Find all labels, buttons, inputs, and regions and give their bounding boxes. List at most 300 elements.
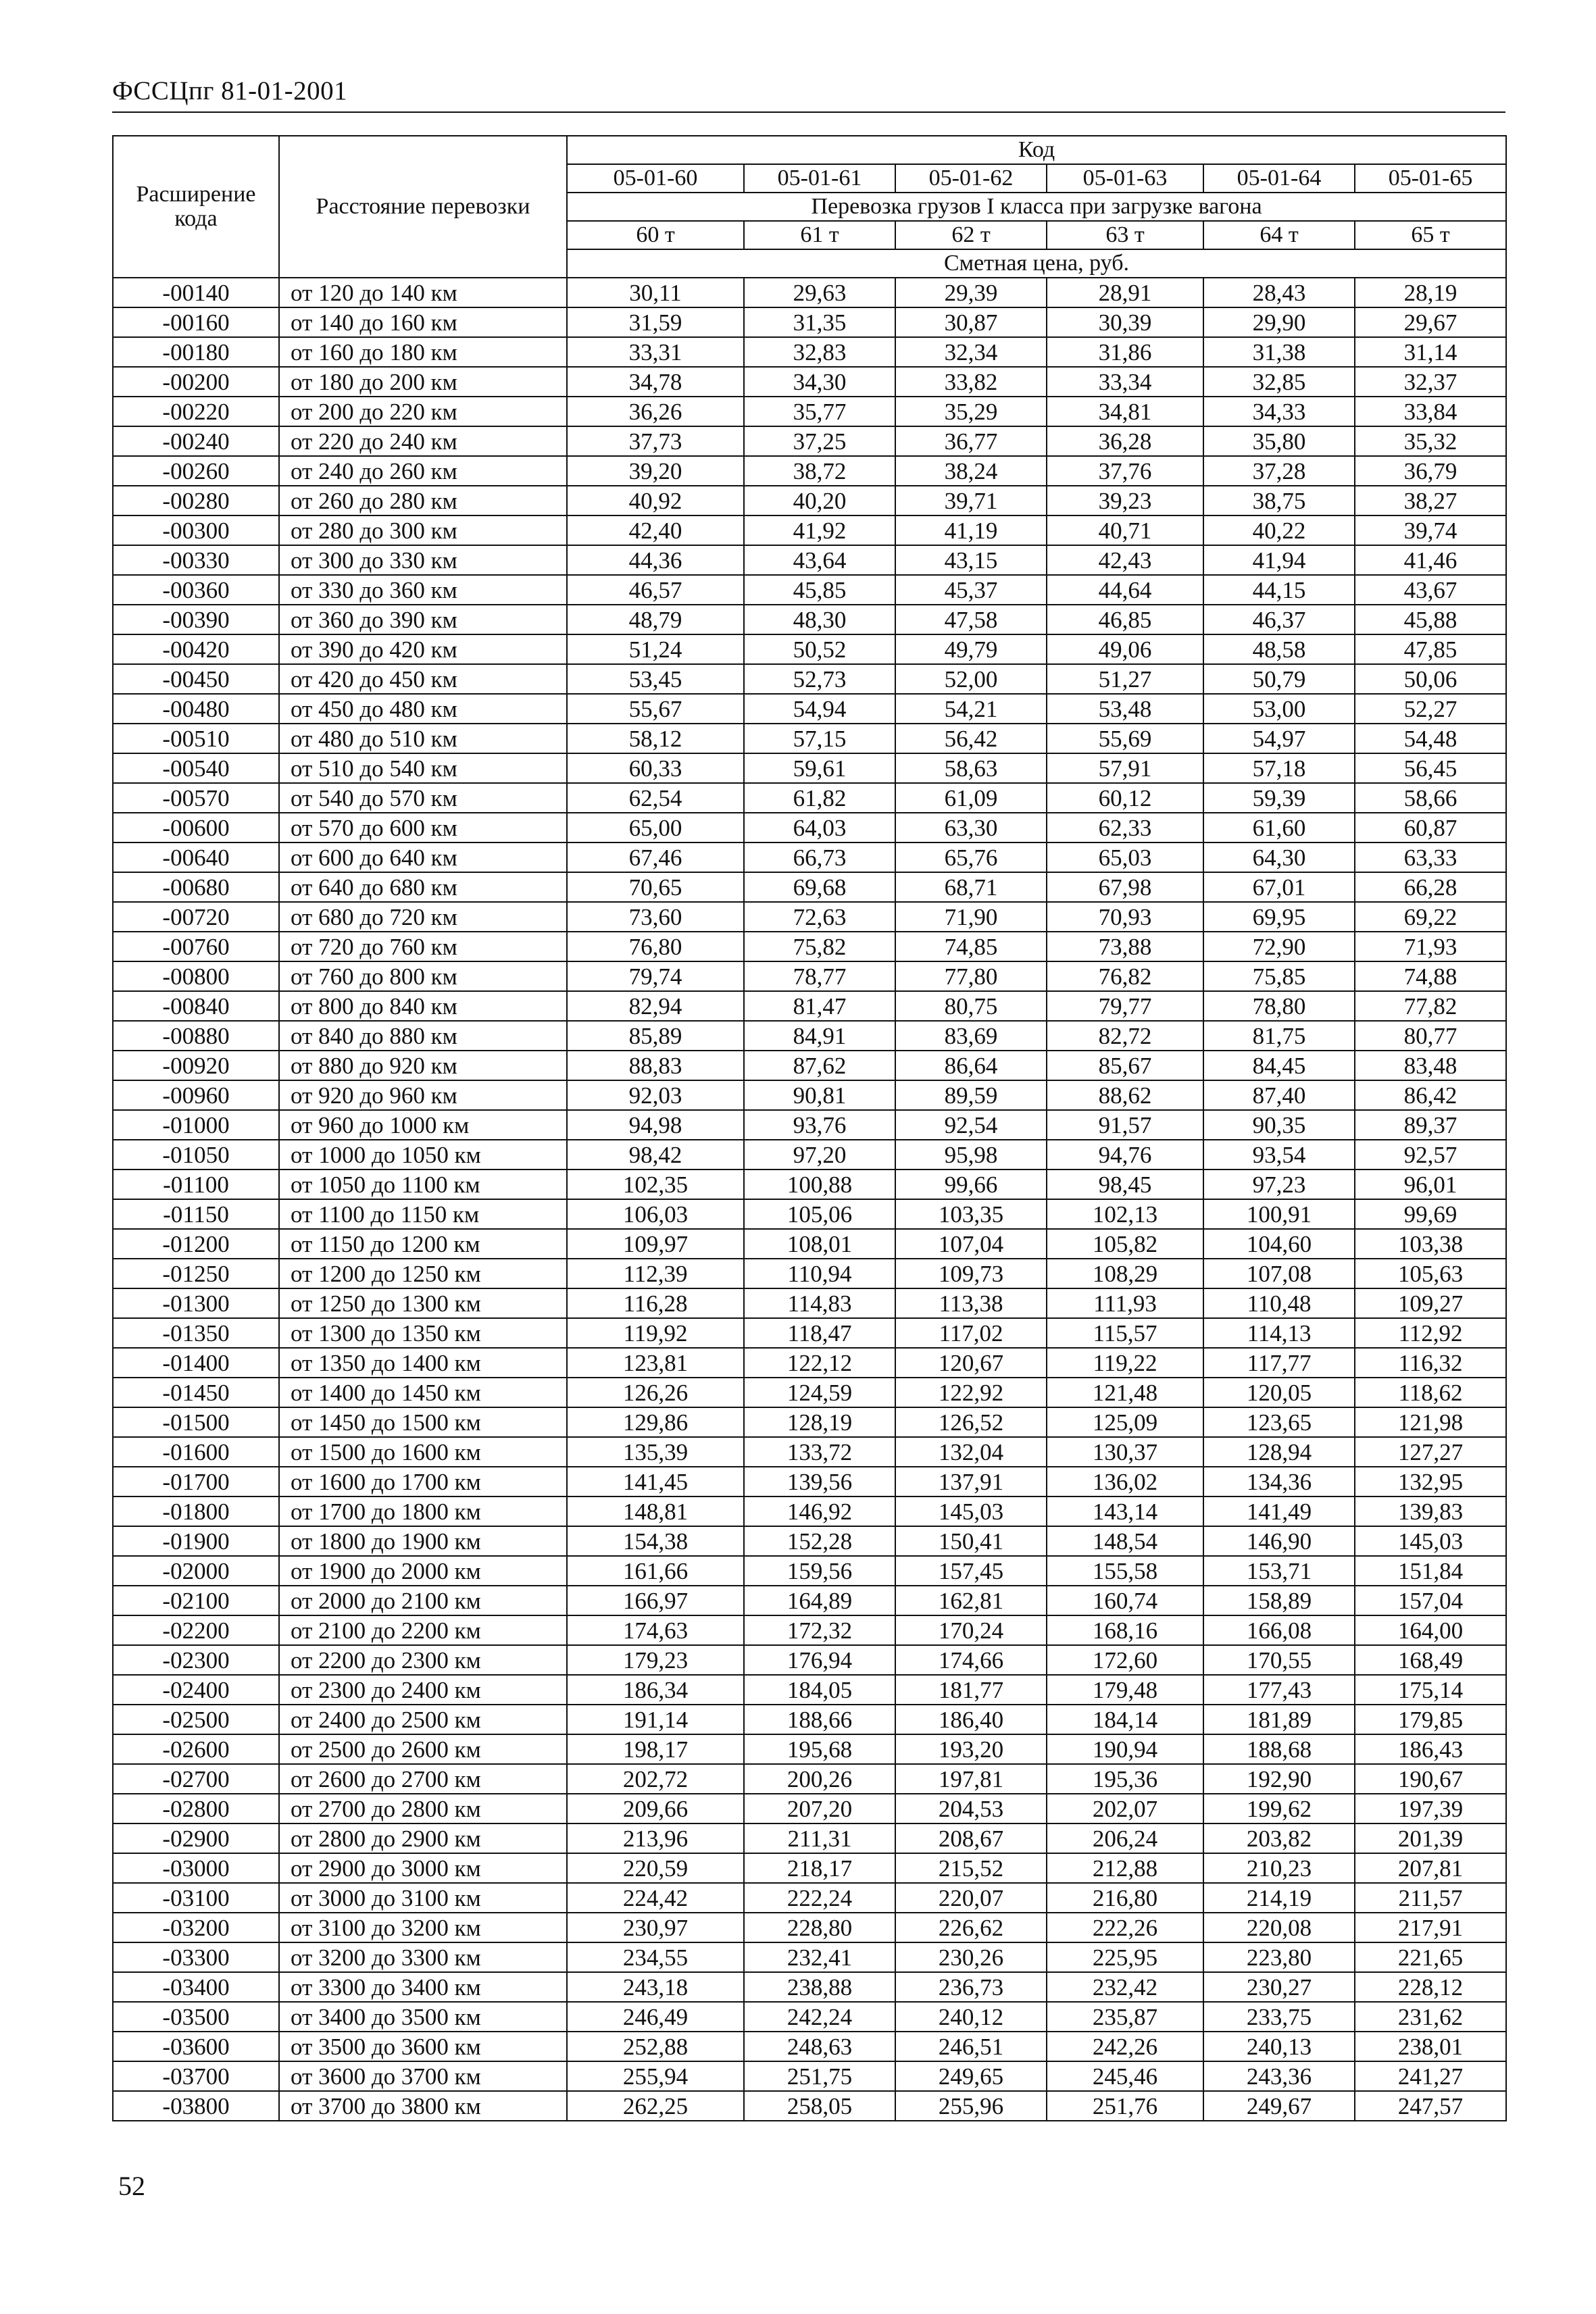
code-extension-cell: -03800 — [113, 2091, 279, 2121]
price-cell: 81,75 — [1203, 1021, 1355, 1051]
distance-cell: от 1500 до 1600 км — [279, 1437, 567, 1467]
price-cell: 35,29 — [895, 397, 1047, 426]
price-cell: 30,11 — [567, 278, 744, 307]
price-cell: 202,07 — [1047, 1794, 1203, 1823]
price-cell: 60,12 — [1047, 783, 1203, 813]
price-cell: 41,92 — [744, 515, 895, 545]
distance-cell: от 160 до 180 км — [279, 337, 567, 367]
distance-cell: от 800 до 840 км — [279, 991, 567, 1021]
price-cell: 82,94 — [567, 991, 744, 1021]
price-cell: 164,00 — [1355, 1615, 1506, 1645]
price-cell: 157,45 — [895, 1556, 1047, 1586]
header-distance-column: Расстояние перевозки — [279, 136, 567, 278]
price-cell: 246,49 — [567, 2002, 744, 2032]
price-cell: 143,14 — [1047, 1496, 1203, 1526]
price-cell: 108,01 — [744, 1229, 895, 1259]
distance-cell: от 2000 до 2100 км — [279, 1586, 567, 1615]
price-cell: 93,54 — [1203, 1140, 1355, 1169]
code-extension-cell: -02000 — [113, 1556, 279, 1586]
table-row — [113, 1229, 1506, 1259]
price-cell: 38,75 — [1203, 486, 1355, 515]
price-cell: 93,76 — [744, 1110, 895, 1140]
price-cell: 122,92 — [895, 1378, 1047, 1407]
price-cell: 228,12 — [1355, 1972, 1506, 2002]
price-cell: 123,81 — [567, 1348, 744, 1378]
price-cell: 232,41 — [744, 1942, 895, 1972]
price-cell: 231,62 — [1355, 2002, 1506, 2032]
price-cell: 145,03 — [1355, 1526, 1506, 1556]
code-extension-cell: -02200 — [113, 1615, 279, 1645]
price-cell: 97,23 — [1203, 1169, 1355, 1199]
table-row — [113, 902, 1506, 932]
price-cell: 230,26 — [895, 1942, 1047, 1972]
price-cell: 162,81 — [895, 1586, 1047, 1615]
table-row — [113, 1645, 1506, 1675]
code-extension-cell: -03700 — [113, 2061, 279, 2091]
price-cell: 207,20 — [744, 1794, 895, 1823]
price-cell: 76,80 — [567, 932, 744, 961]
header-code-cell: 05-01-64 — [1203, 164, 1355, 193]
price-cell: 105,06 — [744, 1199, 895, 1229]
price-cell: 89,59 — [895, 1080, 1047, 1110]
price-cell: 107,08 — [1203, 1259, 1355, 1288]
price-cell: 118,47 — [744, 1318, 895, 1348]
price-cell: 251,75 — [744, 2061, 895, 2091]
distance-cell: от 3400 до 3500 км — [279, 2002, 567, 2032]
price-cell: 50,79 — [1203, 664, 1355, 694]
price-cell: 130,37 — [1047, 1437, 1203, 1467]
price-cell: 111,93 — [1047, 1288, 1203, 1318]
price-cell: 28,43 — [1203, 278, 1355, 307]
price-cell: 184,05 — [744, 1675, 895, 1705]
header-load-cell: 60 т — [567, 221, 744, 249]
table-row — [113, 842, 1506, 872]
table-row — [113, 1437, 1506, 1467]
table-row — [113, 1080, 1506, 1110]
price-cell: 129,86 — [567, 1407, 744, 1437]
code-extension-cell: -01500 — [113, 1407, 279, 1437]
price-cell: 37,25 — [744, 426, 895, 456]
price-cell: 61,82 — [744, 783, 895, 813]
distance-cell: от 3300 до 3400 км — [279, 1972, 567, 2002]
price-cell: 222,24 — [744, 1883, 895, 1913]
price-cell: 95,98 — [895, 1140, 1047, 1169]
price-cell: 79,77 — [1047, 991, 1203, 1021]
table-row — [113, 397, 1506, 426]
price-cell: 48,58 — [1203, 634, 1355, 664]
price-cell: 54,48 — [1355, 724, 1506, 753]
price-cell: 92,03 — [567, 1080, 744, 1110]
code-extension-cell: -00180 — [113, 337, 279, 367]
distance-cell: от 1350 до 1400 км — [279, 1348, 567, 1378]
price-cell: 108,29 — [1047, 1259, 1203, 1288]
price-cell: 85,67 — [1047, 1051, 1203, 1080]
price-cell: 28,19 — [1355, 278, 1506, 307]
distance-cell: от 1300 до 1350 км — [279, 1318, 567, 1348]
price-cell: 197,81 — [895, 1764, 1047, 1794]
distance-cell: от 720 до 760 км — [279, 932, 567, 961]
price-cell: 255,94 — [567, 2061, 744, 2091]
price-cell: 37,73 — [567, 426, 744, 456]
price-cell: 54,21 — [895, 694, 1047, 724]
table-row — [113, 664, 1506, 694]
price-cell: 61,60 — [1203, 813, 1355, 842]
price-table-body — [113, 278, 1506, 2121]
price-cell: 46,57 — [567, 575, 744, 605]
price-cell: 164,89 — [744, 1586, 895, 1615]
price-cell: 37,28 — [1203, 456, 1355, 486]
distance-cell: от 2200 до 2300 км — [279, 1645, 567, 1675]
price-cell: 75,85 — [1203, 961, 1355, 991]
table-row — [113, 1140, 1506, 1169]
price-cell: 123,65 — [1203, 1407, 1355, 1437]
code-extension-cell: -00840 — [113, 991, 279, 1021]
distance-cell: от 2500 до 2600 км — [279, 1734, 567, 1764]
price-cell: 209,66 — [567, 1794, 744, 1823]
code-extension-cell: -00420 — [113, 634, 279, 664]
price-cell: 34,30 — [744, 367, 895, 397]
price-cell: 37,76 — [1047, 456, 1203, 486]
price-cell: 33,82 — [895, 367, 1047, 397]
price-cell: 217,91 — [1355, 1913, 1506, 1942]
price-cell: 176,94 — [744, 1645, 895, 1675]
distance-cell: от 2900 до 3000 км — [279, 1853, 567, 1883]
header-code-cell: 05-01-65 — [1355, 164, 1506, 193]
distance-cell: от 3700 до 3800 км — [279, 2091, 567, 2121]
header-load-cell: 65 т — [1355, 221, 1506, 249]
price-cell: 160,74 — [1047, 1586, 1203, 1615]
code-extension-cell: -03000 — [113, 1853, 279, 1883]
price-cell: 228,80 — [744, 1913, 895, 1942]
price-cell: 235,87 — [1047, 2002, 1203, 2032]
table-row — [113, 1526, 1506, 1556]
distance-cell: от 1000 до 1050 км — [279, 1140, 567, 1169]
price-cell: 195,36 — [1047, 1764, 1203, 1794]
price-cell: 121,48 — [1047, 1378, 1203, 1407]
price-cell: 207,81 — [1355, 1853, 1506, 1883]
distance-cell: от 280 до 300 км — [279, 515, 567, 545]
price-cell: 32,37 — [1355, 367, 1506, 397]
price-cell: 29,67 — [1355, 307, 1506, 337]
price-cell: 199,62 — [1203, 1794, 1355, 1823]
price-cell: 116,28 — [567, 1288, 744, 1318]
price-cell: 172,60 — [1047, 1645, 1203, 1675]
price-cell: 50,06 — [1355, 664, 1506, 694]
table-row — [113, 426, 1506, 456]
price-cell: 40,71 — [1047, 515, 1203, 545]
distance-cell: от 120 до 140 км — [279, 278, 567, 307]
price-cell: 99,66 — [895, 1169, 1047, 1199]
table-row — [113, 367, 1506, 397]
price-cell: 85,89 — [567, 1021, 744, 1051]
price-cell: 31,59 — [567, 307, 744, 337]
table-row — [113, 813, 1506, 842]
table-row — [113, 1496, 1506, 1526]
table-row — [113, 515, 1506, 545]
distance-cell: от 960 до 1000 км — [279, 1110, 567, 1140]
header-code-group: Код — [567, 136, 1506, 164]
price-cell: 84,91 — [744, 1021, 895, 1051]
code-extension-cell: -01000 — [113, 1110, 279, 1140]
price-cell: 188,66 — [744, 1705, 895, 1734]
price-cell: 60,87 — [1355, 813, 1506, 842]
price-cell: 210,23 — [1203, 1853, 1355, 1883]
price-cell: 139,83 — [1355, 1496, 1506, 1526]
distance-cell: от 510 до 540 км — [279, 753, 567, 783]
code-extension-cell: -02500 — [113, 1705, 279, 1734]
price-cell: 45,88 — [1355, 605, 1506, 634]
header-price-label: Сметная цена, руб. — [567, 249, 1506, 278]
price-cell: 31,38 — [1203, 337, 1355, 367]
table-row — [113, 456, 1506, 486]
price-cell: 33,84 — [1355, 397, 1506, 426]
table-row — [113, 605, 1506, 634]
price-cell: 70,65 — [567, 872, 744, 902]
table-row — [113, 1764, 1506, 1794]
price-cell: 31,86 — [1047, 337, 1203, 367]
price-cell: 28,91 — [1047, 278, 1203, 307]
price-cell: 161,66 — [567, 1556, 744, 1586]
code-extension-cell: -03200 — [113, 1913, 279, 1942]
price-cell: 240,13 — [1203, 2032, 1355, 2061]
price-cell: 107,04 — [895, 1229, 1047, 1259]
distance-cell: от 200 до 220 км — [279, 397, 567, 426]
price-cell: 88,62 — [1047, 1080, 1203, 1110]
distance-cell: от 3600 до 3700 км — [279, 2061, 567, 2091]
header-load-cell: 64 т — [1203, 221, 1355, 249]
price-cell: 42,43 — [1047, 545, 1203, 575]
code-extension-cell: -00510 — [113, 724, 279, 753]
price-cell: 166,08 — [1203, 1615, 1355, 1645]
code-extension-cell: -00880 — [113, 1021, 279, 1051]
price-cell: 53,48 — [1047, 694, 1203, 724]
code-extension-cell: -02600 — [113, 1734, 279, 1764]
price-cell: 186,34 — [567, 1675, 744, 1705]
price-cell: 110,94 — [744, 1259, 895, 1288]
price-cell: 200,26 — [744, 1764, 895, 1794]
price-cell: 59,39 — [1203, 783, 1355, 813]
price-cell: 40,92 — [567, 486, 744, 515]
price-cell: 252,88 — [567, 2032, 744, 2061]
price-cell: 109,73 — [895, 1259, 1047, 1288]
price-cell: 117,02 — [895, 1318, 1047, 1348]
price-cell: 132,95 — [1355, 1467, 1506, 1496]
price-cell: 57,91 — [1047, 753, 1203, 783]
price-cell: 174,63 — [567, 1615, 744, 1645]
price-cell: 59,61 — [744, 753, 895, 783]
price-cell: 172,32 — [744, 1615, 895, 1645]
header-rule — [112, 111, 1505, 113]
distance-cell: от 260 до 280 км — [279, 486, 567, 515]
price-cell: 58,63 — [895, 753, 1047, 783]
price-cell: 213,96 — [567, 1823, 744, 1853]
price-cell: 116,32 — [1355, 1348, 1506, 1378]
header-code-cell: 05-01-61 — [744, 164, 895, 193]
table-row — [113, 1942, 1506, 1972]
code-extension-cell: -00720 — [113, 902, 279, 932]
price-cell: 220,07 — [895, 1883, 1047, 1913]
table-row — [113, 1705, 1506, 1734]
price-cell: 35,77 — [744, 397, 895, 426]
price-cell: 179,23 — [567, 1645, 744, 1675]
price-cell: 211,31 — [744, 1823, 895, 1853]
table-row — [113, 575, 1506, 605]
code-extension-cell: -02400 — [113, 1675, 279, 1705]
price-cell: 154,38 — [567, 1526, 744, 1556]
table-row — [113, 1021, 1506, 1051]
price-cell: 137,91 — [895, 1467, 1047, 1496]
price-cell: 246,51 — [895, 2032, 1047, 2061]
price-cell: 236,73 — [895, 1972, 1047, 2002]
price-cell: 179,85 — [1355, 1705, 1506, 1734]
price-cell: 79,74 — [567, 961, 744, 991]
price-cell: 35,32 — [1355, 426, 1506, 456]
price-cell: 71,90 — [895, 902, 1047, 932]
price-cell: 82,72 — [1047, 1021, 1203, 1051]
price-cell: 89,37 — [1355, 1110, 1506, 1140]
distance-cell: от 570 до 600 км — [279, 813, 567, 842]
price-cell: 58,12 — [567, 724, 744, 753]
price-cell: 150,41 — [895, 1526, 1047, 1556]
price-cell: 29,39 — [895, 278, 1047, 307]
price-cell: 64,03 — [744, 813, 895, 842]
code-extension-cell: -00450 — [113, 664, 279, 694]
price-cell: 55,69 — [1047, 724, 1203, 753]
price-cell: 193,20 — [895, 1734, 1047, 1764]
price-cell: 104,60 — [1203, 1229, 1355, 1259]
price-cell: 177,43 — [1203, 1675, 1355, 1705]
price-cell: 109,27 — [1355, 1288, 1506, 1318]
price-cell: 80,75 — [895, 991, 1047, 1021]
table-row — [113, 1823, 1506, 1853]
code-extension-cell: -01100 — [113, 1169, 279, 1199]
price-cell: 53,45 — [567, 664, 744, 694]
table-row — [113, 991, 1506, 1021]
price-cell: 139,56 — [744, 1467, 895, 1496]
code-extension-cell: -01900 — [113, 1526, 279, 1556]
price-cell: 230,97 — [567, 1913, 744, 1942]
price-cell: 190,67 — [1355, 1764, 1506, 1794]
distance-cell: от 480 до 510 км — [279, 724, 567, 753]
price-cell: 155,58 — [1047, 1556, 1203, 1586]
price-cell: 51,24 — [567, 634, 744, 664]
price-cell: 166,97 — [567, 1586, 744, 1615]
price-cell: 38,72 — [744, 456, 895, 486]
code-extension-cell: -00240 — [113, 426, 279, 456]
price-cell: 215,52 — [895, 1853, 1047, 1883]
price-cell: 128,19 — [744, 1407, 895, 1437]
price-cell: 120,05 — [1203, 1378, 1355, 1407]
price-cell: 34,33 — [1203, 397, 1355, 426]
price-cell: 121,98 — [1355, 1407, 1506, 1437]
price-cell: 90,81 — [744, 1080, 895, 1110]
price-cell: 69,22 — [1355, 902, 1506, 932]
price-cell: 36,79 — [1355, 456, 1506, 486]
price-cell: 33,31 — [567, 337, 744, 367]
price-cell: 100,91 — [1203, 1199, 1355, 1229]
price-cell: 234,55 — [567, 1942, 744, 1972]
table-row — [113, 634, 1506, 664]
distance-cell: от 3500 до 3600 км — [279, 2032, 567, 2061]
price-cell: 181,77 — [895, 1675, 1047, 1705]
table-row — [113, 961, 1506, 991]
code-extension-cell: -00260 — [113, 456, 279, 486]
price-cell: 65,00 — [567, 813, 744, 842]
distance-cell: от 1050 до 1100 км — [279, 1169, 567, 1199]
price-cell: 148,81 — [567, 1496, 744, 1526]
code-extension-cell: -01600 — [113, 1437, 279, 1467]
price-cell: 97,20 — [744, 1140, 895, 1169]
price-cell: 42,40 — [567, 515, 744, 545]
table-row — [113, 337, 1506, 367]
table-row — [113, 872, 1506, 902]
price-cell: 175,14 — [1355, 1675, 1506, 1705]
price-cell: 30,39 — [1047, 307, 1203, 337]
price-cell: 87,40 — [1203, 1080, 1355, 1110]
price-cell: 41,46 — [1355, 545, 1506, 575]
price-cell: 73,60 — [567, 902, 744, 932]
distance-cell: от 3200 до 3300 км — [279, 1942, 567, 1972]
distance-cell: от 1150 до 1200 км — [279, 1229, 567, 1259]
price-cell: 186,43 — [1355, 1734, 1506, 1764]
code-extension-cell: -03100 — [113, 1883, 279, 1913]
distance-cell: от 300 до 330 км — [279, 545, 567, 575]
code-extension-cell: -02800 — [113, 1794, 279, 1823]
price-cell: 84,45 — [1203, 1051, 1355, 1080]
price-cell: 214,19 — [1203, 1883, 1355, 1913]
price-cell: 50,52 — [744, 634, 895, 664]
price-cell: 77,80 — [895, 961, 1047, 991]
price-cell: 65,76 — [895, 842, 1047, 872]
price-cell: 35,80 — [1203, 426, 1355, 456]
price-cell: 63,30 — [895, 813, 1047, 842]
price-cell: 78,77 — [744, 961, 895, 991]
price-cell: 38,24 — [895, 456, 1047, 486]
price-cell: 56,42 — [895, 724, 1047, 753]
price-cell: 34,81 — [1047, 397, 1203, 426]
price-cell: 88,83 — [567, 1051, 744, 1080]
table-row — [113, 2091, 1506, 2121]
price-cell: 152,28 — [744, 1526, 895, 1556]
price-cell: 255,96 — [895, 2091, 1047, 2121]
code-extension-cell: -00330 — [113, 545, 279, 575]
price-cell: 145,03 — [895, 1496, 1047, 1526]
code-extension-cell: -03600 — [113, 2032, 279, 2061]
code-extension-cell: -01400 — [113, 1348, 279, 1378]
header-subgroup-title: Перевозка грузов I класса при загрузке вагона — [567, 193, 1506, 221]
price-cell: 78,80 — [1203, 991, 1355, 1021]
code-extension-cell: -00390 — [113, 605, 279, 634]
price-cell: 48,30 — [744, 605, 895, 634]
header-code-cell: 05-01-60 — [567, 164, 744, 193]
price-cell: 202,72 — [567, 1764, 744, 1794]
price-cell: 262,25 — [567, 2091, 744, 2121]
distance-cell: от 2300 до 2400 км — [279, 1675, 567, 1705]
price-cell: 75,82 — [744, 932, 895, 961]
price-cell: 90,35 — [1203, 1110, 1355, 1140]
distance-cell: от 1450 до 1500 км — [279, 1407, 567, 1437]
price-cell: 39,71 — [895, 486, 1047, 515]
price-cell: 238,88 — [744, 1972, 895, 2002]
price-cell: 46,37 — [1203, 605, 1355, 634]
distance-cell: от 640 до 680 км — [279, 872, 567, 902]
price-cell: 100,88 — [744, 1169, 895, 1199]
price-cell: 136,02 — [1047, 1467, 1203, 1496]
distance-cell: от 450 до 480 км — [279, 694, 567, 724]
price-cell: 132,04 — [895, 1437, 1047, 1467]
price-cell: 105,63 — [1355, 1259, 1506, 1288]
price-cell: 135,39 — [567, 1437, 744, 1467]
